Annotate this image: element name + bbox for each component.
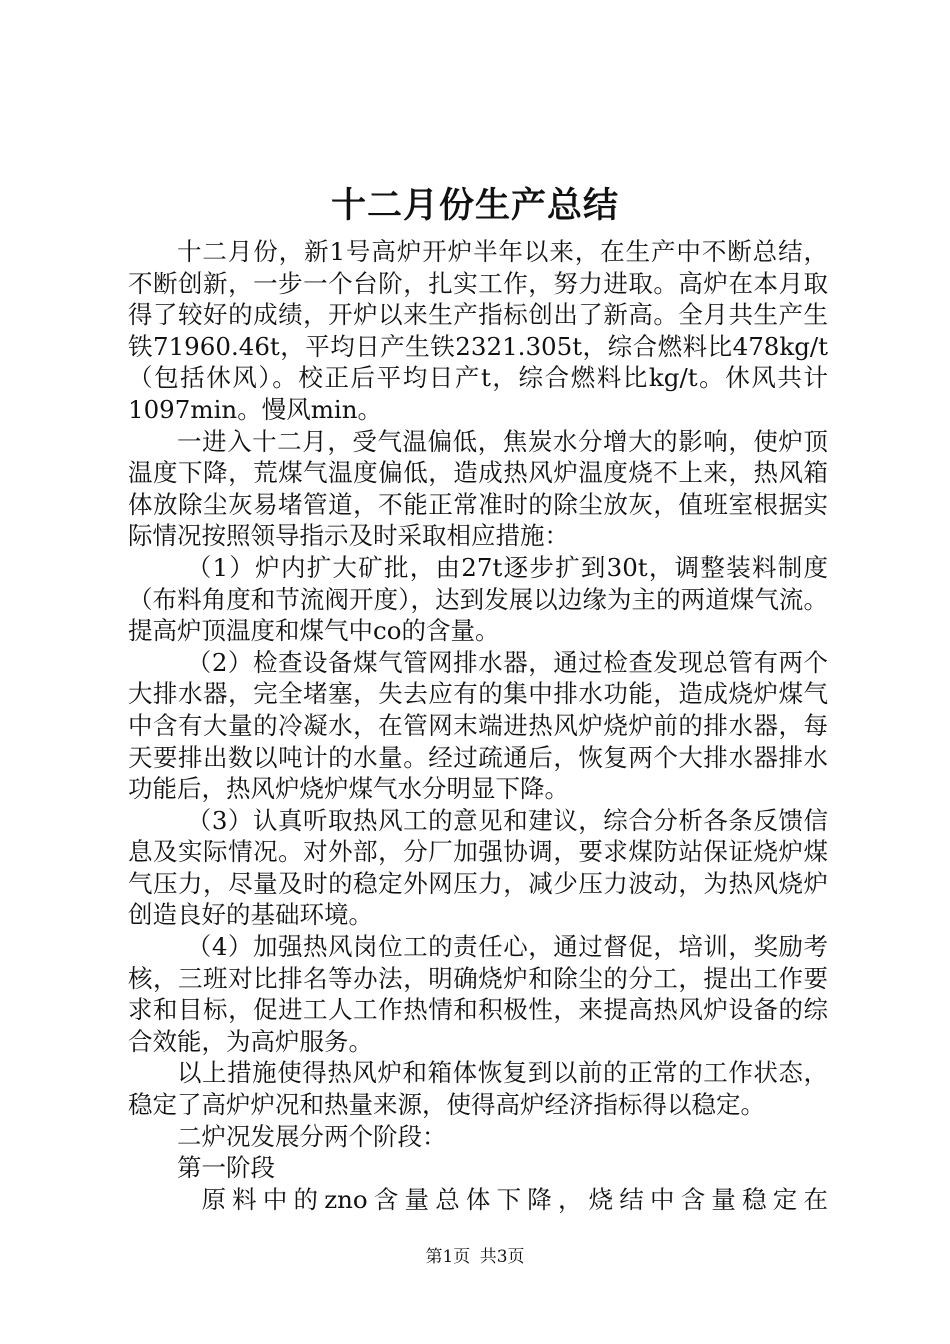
page-total: 共3页 bbox=[479, 1247, 525, 1267]
section-heading-furnace: 二炉况发展分两个阶段： bbox=[177, 1121, 447, 1151]
document-body bbox=[128, 236, 828, 1215]
paragraph-measure-1: （1）炉内扩大矿批，由27t逐步扩到30t，调整装料制度（布料角度和节流阀开度），达到发展以边缘为主的两道煤气流。提高炉顶温度和煤气中co的含量。 bbox=[128, 552, 828, 646]
paragraph-result: 以上措施使得热风炉和箱体恢复到以前的正常的工作状态，稳定了高炉炉况和热量来源，使得高炉经济指标得以稳定。 bbox=[128, 1058, 828, 1120]
paragraph-measure-4: （4）加强热风岗位工的责任心，通过督促，培训，奖励考核，三班对比排名等办法，明确烧炉和除尘的分工，提出工作要求和目标，促进工人工作热情和积极性，来提高热风炉设备的综合效能，为高炉服务。 bbox=[128, 932, 828, 1056]
paragraph-measure-2: （2）检查设备煤气管网排水器，通过检查发现总管有两个大排水器，完全堵塞，失去应有的集中排水功能，造成烧炉煤气中含有大量的冷凝水，在管网末端进热风炉烧炉前的排水器，每天要排出数以吨计的水量。经过疏通后，恢复两个大排水器排水功能后，热风炉烧炉煤气水分明显下降。 bbox=[128, 647, 828, 804]
paragraph-measure-3: （3）认真听取热风工的意见和建议，综合分析各条反馈信息及实际情况。对外部，分厂加强协调，要求煤防站保证烧炉煤气压力，尽量及时的稳定外网压力，减少压力波动，为热风烧炉创造良好的基础环境。 bbox=[128, 805, 828, 930]
paragraph-summary: 十二月份，新1号高炉开炉半年以来，在生产中不断总结，不断创新，一步一个台阶，扎实工作，努力进取。高炉在本月取得了较好的成绩，开炉以来生产指标创出了新高。全月共生产生铁71960.46t，平均日产生铁2321.305t，综合燃料比478kg/t（包括休风）。校正后平均日产t，综合燃料比kg/t。休风共计1097min。慢风min。 bbox=[128, 237, 828, 424]
page-footer bbox=[0, 1245, 950, 1269]
paragraph-measures-intro: 一进入十二月，受气温偏低，焦炭水分增大的影响，使炉顶温度下降，荒煤气温度偏低，造成热风炉温度烧不上来，热风箱体放除尘灰易堵管道，不能正常准时的除尘放灰，值班室根据实际情况按照领导指示及时采取相应措施： bbox=[128, 426, 828, 551]
paragraph-stage-1: 原料中的zno含量总体下降，烧结中含量稳定在 bbox=[201, 1184, 828, 1214]
page-number: 第1页 bbox=[425, 1247, 471, 1267]
document-title: 十二月份生产总结 bbox=[330, 185, 619, 226]
section-heading-stage-1: 第一阶段 bbox=[177, 1153, 275, 1183]
